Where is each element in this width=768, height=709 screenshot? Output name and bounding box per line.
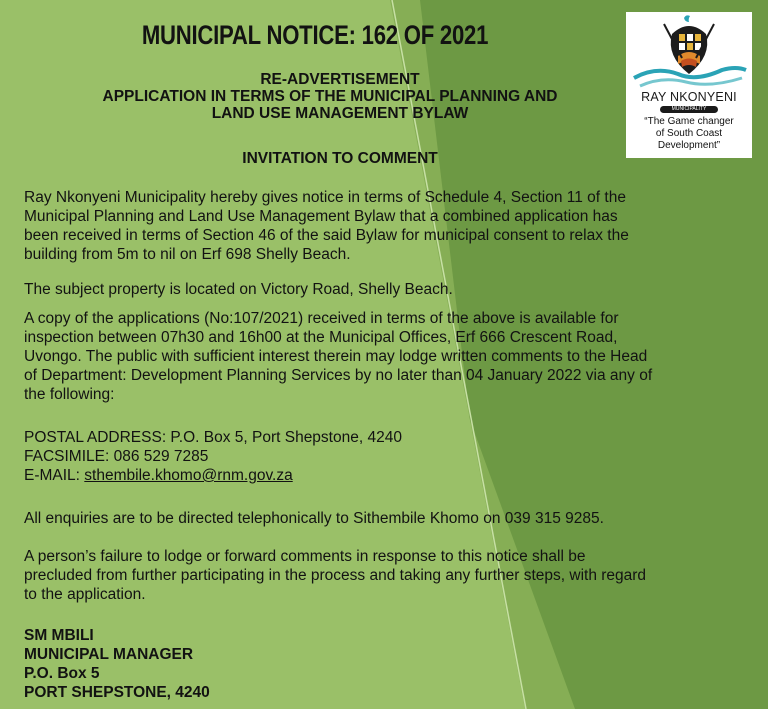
text-line: A person’s failure to lodge or forward comments in response to this notice shall be: [24, 548, 586, 565]
text-line: precluded from further participating in the process and taking any further steps, with regard: [24, 567, 647, 584]
email-link[interactable]: sthembile.khomo@rnm.gov.za: [84, 467, 293, 484]
text-line: building from 5m to nil on Erf 698 Shelly Beach.: [24, 246, 351, 263]
email-label: E-MAIL:: [24, 467, 85, 484]
facsimile: FACSIMILE: 086 529 7285: [24, 448, 209, 465]
text-line: been received in terms of Section 46 of the said Bylaw for municipal consent to relax the: [24, 227, 629, 244]
heading-readvertisement: RE-ADVERTISEMENT: [260, 71, 420, 88]
signatory-town: PORT SHEPSTONE, 4240: [24, 684, 210, 701]
paragraph-notice: [24, 188, 724, 264]
text-line: Municipal Planning and Land Use Management Bylaw that a combined application has: [24, 208, 618, 225]
heading-bylaw: LAND USE MANAGEMENT BYLAW: [211, 105, 469, 122]
logo-name: RAY NKONYENI: [641, 90, 737, 104]
paragraph-property: [24, 280, 724, 299]
signatory-box: P.O. Box 5: [24, 665, 100, 682]
logo-tagline-line: “The Game changer: [644, 116, 734, 127]
text-line: Ray Nkonyeni Municipality hereby gives notice in terms of Schedule 4, Section 11 of the: [24, 189, 626, 206]
text-line: to the application.: [24, 586, 146, 603]
paragraph-enquiries: [24, 509, 724, 528]
signatory-name: SM MBILI: [24, 627, 94, 644]
signatory-role: MUNICIPAL MANAGER: [24, 646, 194, 663]
shield-emblem-icon: [626, 12, 752, 92]
text-line: The subject property is located on Victory Road, Shelly Beach.: [24, 281, 453, 298]
text-line: the following:: [24, 386, 115, 403]
postal-address: POSTAL ADDRESS: P.O. Box 5, Port Shepstone, 4240: [24, 429, 402, 446]
email-line: [24, 466, 724, 485]
logo-municipality-label: MUNICIPALITY: [660, 106, 718, 113]
signature-block: [24, 626, 210, 702]
municipality-logo: [626, 12, 752, 158]
text-line: All enquiries are to be directed telephonically to Sithembile Khomo on 039 315 9285.: [24, 510, 604, 527]
text-line: A copy of the applications (No:107/2021) received in terms of the above is available for: [24, 310, 619, 327]
heading-invitation: INVITATION TO COMMENT: [242, 150, 438, 167]
logo-tagline-line: of South Coast: [655, 128, 723, 139]
text-line: of Department: Development Planning Services by no later than 04 January 2022 via any of: [24, 367, 653, 384]
notice-title: MUNICIPAL NOTICE: 162 OF 2021: [141, 20, 489, 50]
heading-application: APPLICATION IN TERMS OF THE MUNICIPAL PLANNING AND: [102, 88, 558, 105]
logo-tagline: [626, 116, 752, 152]
contact-details: [24, 428, 724, 485]
logo-tagline-line: Development”: [657, 140, 721, 151]
paragraph-copy: [24, 309, 724, 404]
text-line: Uvongo. The public with sufficient interest therein may lodge written comments to the Head: [24, 348, 648, 365]
text-line: inspection between 07h30 and 16h00 at the Municipal Offices, Erf 666 Crescent Road,: [24, 329, 618, 346]
paragraph-failure: [24, 547, 724, 604]
